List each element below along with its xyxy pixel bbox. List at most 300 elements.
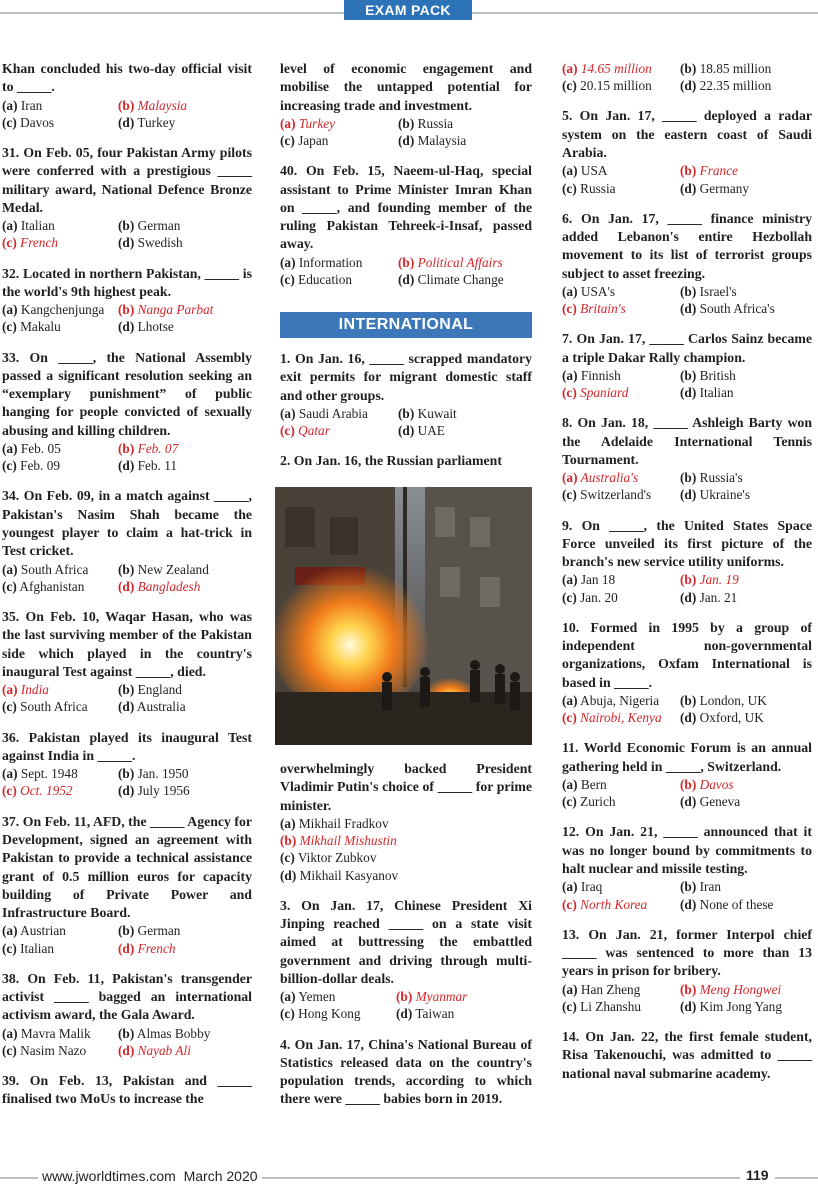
- option: [280, 815, 532, 832]
- question-text: 13. On Jan. 21, former Interpol chief _____ was sentenced to more than 13 years in prison for bribery.: [562, 926, 812, 979]
- option: [396, 1005, 532, 1022]
- question-block: [2, 144, 252, 252]
- international-heading: INTERNATIONAL: [280, 312, 532, 338]
- question-text: overwhelmingly backed President Vladimir Putin's choice of _____ for prime minister.: [280, 761, 532, 813]
- option: [2, 698, 118, 715]
- question-block: [562, 60, 812, 94]
- question-block: [562, 619, 812, 727]
- option-key: (d): [118, 578, 135, 594]
- option-text: North Korea: [580, 896, 648, 912]
- option: [562, 793, 680, 810]
- option-key: (c): [280, 271, 295, 287]
- options: [562, 692, 812, 726]
- option-text: Feb. 11: [137, 458, 177, 474]
- option-key: (d): [680, 998, 697, 1014]
- question-block: [2, 60, 252, 131]
- option: [680, 77, 812, 94]
- option-correct: [118, 940, 252, 957]
- question-text: 36. Pakistan played its inaugural Test against India in _____.: [2, 729, 252, 763]
- question-block: [280, 162, 532, 288]
- question-block: [2, 970, 252, 1059]
- option-text: Jan. 1950: [137, 766, 189, 782]
- question-block: [2, 265, 252, 336]
- question-text: 38. On Feb. 11, Pakistan's transgender activist _____ bagged an international activism award, the Gala Award.: [2, 970, 252, 1023]
- option-text: Nasim Nazo: [20, 1042, 87, 1058]
- question-text: 34. On Feb. 09, in a match against _____, Pakistan's Nasim Shah became the youngest player to claim a hat-trick in Test cricket.: [2, 488, 252, 559]
- option: [118, 217, 252, 234]
- option-key: (d): [680, 180, 697, 196]
- option-text: Viktor Zubkov: [297, 850, 377, 866]
- option-text: Australia: [136, 699, 186, 715]
- option: [562, 162, 680, 179]
- option: [680, 367, 812, 384]
- option: [280, 405, 398, 422]
- option: [118, 561, 252, 578]
- option-key: (b): [118, 441, 135, 457]
- option-key: (c): [562, 78, 577, 94]
- option: [280, 1005, 396, 1022]
- option-correct: [280, 832, 532, 849]
- question-block: [280, 897, 532, 1023]
- option-correct: [118, 578, 252, 595]
- option: [2, 457, 118, 474]
- option-key: (d): [280, 867, 297, 883]
- option-correct: [2, 681, 118, 698]
- column-2: [280, 60, 532, 471]
- option-key: (c): [562, 896, 577, 912]
- option-key: (d): [118, 783, 135, 799]
- option-text: Jan. 21: [699, 589, 738, 605]
- option-key: (a): [2, 561, 18, 577]
- option-text: Feb. 05: [20, 441, 61, 457]
- option-key: (b): [398, 115, 415, 131]
- option-text: Jan 18: [580, 572, 616, 588]
- option: [2, 97, 118, 114]
- option-key: (d): [118, 235, 135, 251]
- option-text: Bangladesh: [137, 578, 201, 594]
- option: [2, 440, 118, 457]
- option-correct: [562, 896, 680, 913]
- option-key: (b): [118, 766, 135, 782]
- question-text: 6. On Jan. 17, _____ finance ministry added Lebanon's entire Hezbollah movement to its list of terrorist groups subject to asset freezing.: [562, 210, 812, 281]
- section-badge: EXAM PACK: [344, 0, 472, 20]
- options: [562, 469, 812, 503]
- options: [562, 981, 812, 1015]
- option-text: Hong Kong: [298, 1006, 361, 1022]
- question-block: [2, 608, 252, 716]
- option-key: (c): [562, 710, 577, 726]
- option-correct: [680, 571, 812, 588]
- option-key: (d): [396, 1006, 413, 1022]
- question-block: [2, 1072, 252, 1109]
- option-text: Nanga Parbat: [137, 302, 214, 318]
- option-text: Swedish: [137, 235, 183, 251]
- option-key: (d): [118, 699, 135, 715]
- option-text: Italian: [699, 385, 734, 401]
- option-text: South Africa's: [699, 301, 775, 317]
- option-key: (b): [680, 61, 697, 76]
- options: [280, 254, 532, 288]
- options: [280, 115, 532, 149]
- options: [562, 283, 812, 317]
- options: [562, 878, 812, 912]
- option: [2, 301, 118, 318]
- option-text: Taiwan: [415, 1006, 455, 1022]
- option-key: (b): [118, 218, 135, 234]
- question-text: 2. On Jan. 16, the Russian parliament: [280, 453, 502, 469]
- option-key: (b): [398, 254, 415, 270]
- option: [2, 217, 118, 234]
- option-key: (c): [2, 235, 17, 251]
- option: [562, 589, 680, 606]
- option-key: (b): [680, 572, 697, 588]
- option-text: Meng Hongwei: [699, 981, 782, 997]
- option-correct: [396, 988, 532, 1005]
- option-text: July 1956: [137, 783, 190, 799]
- option-text: Jan. 20: [580, 589, 618, 605]
- option: [2, 578, 118, 595]
- option: [118, 1025, 252, 1042]
- option-key: (d): [680, 385, 697, 401]
- option-text: Myanmar: [415, 989, 468, 1005]
- question-block: [2, 349, 252, 475]
- option-text: Bern: [580, 777, 607, 793]
- option-text: 14.65 million: [580, 61, 652, 76]
- question-block: [280, 60, 532, 149]
- option-text: Mavra Malik: [20, 1025, 91, 1041]
- option-key: (c): [562, 998, 577, 1014]
- option: [562, 776, 680, 793]
- option-key: (a): [2, 682, 18, 698]
- option-text: Political Affairs: [417, 254, 503, 270]
- option-text: London, UK: [699, 693, 767, 709]
- option: [680, 384, 812, 401]
- option-key: (b): [118, 302, 135, 318]
- option-key: (d): [680, 487, 697, 503]
- option-correct: [280, 422, 398, 439]
- options: [2, 922, 252, 956]
- option-text: UAE: [417, 423, 445, 439]
- question-text: 40. On Feb. 15, Naeem-ul-Haq, special assistant to Prime Minister Imran Khan on _____, and founding member of the ruling Pakistan Tehreek-i-Insaf, passed away.: [280, 163, 532, 252]
- footer-site-issue: [38, 1168, 262, 1184]
- option-key: (b): [396, 989, 413, 1005]
- question-text: 11. World Economic Forum is an annual gathering held in _____, Switzerland.: [562, 740, 812, 774]
- option-correct: [280, 115, 398, 132]
- options: [280, 405, 532, 439]
- option: [398, 405, 532, 422]
- option-correct: [680, 776, 812, 793]
- option: [2, 1042, 118, 1059]
- option-text: Mikhail Fradkov: [298, 815, 389, 831]
- option-key: (b): [680, 879, 697, 895]
- option-text: German: [137, 218, 181, 234]
- option-correct: [680, 981, 812, 998]
- option-text: South Africa: [20, 561, 89, 577]
- option-key: (b): [680, 367, 697, 383]
- option: [562, 692, 680, 709]
- column-3: [562, 60, 812, 1083]
- option-text: German: [137, 923, 181, 939]
- option-key: (b): [118, 561, 135, 577]
- option-correct: [2, 234, 118, 251]
- option: [680, 878, 812, 895]
- option: [2, 1025, 118, 1042]
- option: [398, 132, 532, 149]
- question-block: [562, 517, 812, 606]
- option: [680, 692, 812, 709]
- option-key: (b): [118, 1025, 135, 1041]
- option-text: Davos: [699, 777, 734, 793]
- question-block: [562, 1028, 812, 1083]
- option-text: Italian: [20, 218, 55, 234]
- option: [680, 896, 812, 913]
- option-key: (b): [398, 406, 415, 422]
- option-text: Kim Jong Yang: [699, 998, 782, 1014]
- options: [562, 162, 812, 196]
- option-text: Sept. 1948: [20, 766, 78, 782]
- option: [2, 318, 118, 335]
- option-correct: [562, 709, 680, 726]
- option-key: (c): [562, 589, 577, 605]
- question-text: 8. On Jan. 18, _____ Ashleigh Barty won the Adelaide International Tennis Tournament.: [562, 415, 812, 467]
- options: [562, 571, 812, 605]
- option-key: (c): [2, 458, 17, 474]
- option-key: (a): [562, 283, 578, 299]
- question-block: [562, 739, 812, 810]
- option: [280, 867, 532, 884]
- option-key: (a): [562, 693, 578, 709]
- option-key: (a): [280, 254, 296, 270]
- option-key: (d): [118, 114, 135, 130]
- option: [280, 271, 398, 288]
- option-key: (a): [562, 367, 578, 383]
- option-key: (c): [2, 1042, 17, 1058]
- option-text: Japan: [298, 133, 329, 149]
- options: [2, 301, 252, 335]
- option: [562, 283, 680, 300]
- option-text: Iraq: [580, 879, 603, 895]
- option-key: (a): [280, 989, 296, 1005]
- option-text: Austrian: [20, 923, 66, 939]
- option-text: Kuwait: [417, 406, 457, 422]
- option-key: (a): [562, 879, 578, 895]
- option-key: (b): [680, 693, 697, 709]
- option-text: Saudi Arabia: [298, 406, 368, 422]
- question-text: 9. On _____, the United States Space Force unveiled its first picture of the branch's new service utility uniforms.: [562, 517, 812, 570]
- option: [680, 486, 812, 503]
- option-text: Iran: [699, 879, 721, 895]
- options: [2, 97, 252, 131]
- option-key: (a): [2, 441, 18, 457]
- option-key: (a): [562, 981, 578, 997]
- option-text: New Zealand: [137, 561, 209, 577]
- option: [562, 571, 680, 588]
- options: [562, 367, 812, 401]
- options: [280, 988, 532, 1022]
- option-key: (d): [398, 271, 415, 287]
- option-key: (d): [398, 133, 415, 149]
- option-key: (a): [2, 302, 18, 318]
- option-text: England: [137, 682, 182, 698]
- option: [118, 681, 252, 698]
- option-text: Nayab Ali: [137, 1042, 191, 1058]
- option: [398, 422, 532, 439]
- option: [562, 367, 680, 384]
- option-text: 20.15 million: [580, 78, 652, 94]
- option: [118, 782, 252, 799]
- options: [562, 776, 812, 810]
- question-text: 10. Formed in 1995 by a group of independent non-governmental organizations, Oxfam International is based in _____.: [562, 619, 812, 690]
- option-text: Makalu: [20, 319, 61, 335]
- option: [2, 922, 118, 939]
- question-text: 7. On Jan. 17, _____ Carlos Sainz became a triple Dakar Rally champion.: [562, 331, 812, 365]
- question-block: [562, 926, 812, 1015]
- option: [280, 132, 398, 149]
- option-correct: [562, 60, 680, 77]
- option: [280, 988, 396, 1005]
- question-text: 31. On Feb. 05, four Pakistan Army pilots were conferred with a prestigious _____ military award, National Defence Bronze Medal.: [2, 145, 252, 215]
- option-key: (b): [680, 163, 697, 179]
- option-key: (a): [2, 923, 18, 939]
- option-key: (d): [398, 423, 415, 439]
- option-text: India: [20, 682, 49, 698]
- option: [2, 940, 118, 957]
- question-block: [2, 487, 252, 595]
- option-text: South Africa: [20, 699, 88, 715]
- question-block: [562, 823, 812, 912]
- option-key: (a): [2, 97, 18, 113]
- option-text: Malaysia: [137, 97, 188, 113]
- option-text: Abuja, Nigeria: [580, 693, 660, 709]
- question-text: 5. On Jan. 17, _____ deployed a radar system on the eastern coast of Saudi Arabia.: [562, 108, 812, 160]
- option-key: (c): [562, 180, 577, 196]
- option-text: British: [699, 367, 736, 383]
- option-text: Lhotse: [137, 319, 174, 335]
- question-text: 14. On Jan. 22, the first female student, Risa Takenouchi, was admitted to _____ national naval submarine academy.: [562, 1029, 812, 1081]
- options: [2, 561, 252, 595]
- option-key: (c): [2, 114, 17, 130]
- options: [2, 681, 252, 715]
- option-text: Russia's: [699, 470, 743, 486]
- option-text: Climate Change: [417, 271, 504, 287]
- option: [398, 115, 532, 132]
- option-text: Oxford, UK: [699, 710, 764, 726]
- option-text: Yemen: [298, 989, 336, 1005]
- option-text: Qatar: [298, 423, 330, 439]
- option-key: (b): [680, 470, 697, 486]
- option: [680, 283, 812, 300]
- question-text: 35. On Feb. 10, Waqar Hasan, who was the last surviving member of the Pakistan side which played in the country's inaugural Test against _____, died.: [2, 609, 252, 679]
- option-key: (a): [562, 163, 578, 179]
- option-key: (d): [680, 794, 697, 810]
- option-text: French: [137, 940, 176, 956]
- option: [398, 271, 532, 288]
- option: [680, 709, 812, 726]
- question-text: 3. On Jan. 17, Chinese President Xi Jinping reached _____ on a state visit aimed at buttressing the embattled government and driving through multi-billion-dollar deals.: [280, 897, 532, 986]
- option: [562, 486, 680, 503]
- option: [680, 998, 812, 1015]
- question-text: 32. Located in northern Pakistan, _____ is the world's 9th highest peak.: [2, 265, 252, 299]
- question-text: Khan concluded his two-day official visit to _____.: [2, 61, 252, 95]
- question-text: level of economic engagement and mobilise the untapped potential for increasing trade and investment.: [280, 61, 532, 113]
- option-key: (c): [280, 1006, 295, 1022]
- option-text: French: [20, 235, 58, 251]
- option-key: (a): [562, 777, 578, 793]
- question-text: 4. On Jan. 17, China's National Bureau of Statistics released data on the country's population trends, according to which there were _____ babies born in 2019.: [280, 1036, 532, 1107]
- question-text: 37. On Feb. 11, AFD, the _____ Agency for Development, signed an agreement with Pakistan to provide a technical assistance grant of 0.5 million euros for capacity building of Private Power and Infrastructure Board.: [2, 813, 252, 921]
- option-key: (b): [680, 777, 697, 793]
- option: [562, 180, 680, 197]
- option-key: (c): [2, 940, 17, 956]
- option-text: Afghanistan: [19, 578, 85, 594]
- option-text: USA: [580, 163, 608, 179]
- question-text: 1. On Jan. 16, _____ scrapped mandatory exit permits for migrant domestic staff and other groups.: [280, 351, 532, 403]
- option-key: (a): [562, 470, 578, 486]
- column-1: [2, 60, 252, 1109]
- options: [280, 815, 532, 884]
- options: [2, 217, 252, 251]
- option-text: Jan. 19: [699, 572, 739, 588]
- option-text: Geneva: [699, 794, 741, 810]
- option: [118, 114, 252, 131]
- option: [2, 561, 118, 578]
- option-text: Russia: [580, 180, 616, 196]
- question-text: 33. On _____, the National Assembly passed a significant resolution seeking an “exemplary punishment” of public hanging for people convicted of sexually abusing and killing children.: [2, 349, 252, 438]
- option-key: (c): [562, 385, 577, 401]
- option-text: Mikhail Mishustin: [299, 833, 397, 849]
- option-key: (d): [118, 940, 135, 956]
- option: [680, 469, 812, 486]
- option-correct: [562, 300, 680, 317]
- option-key: (d): [118, 319, 135, 335]
- option-key: (d): [680, 896, 697, 912]
- option-text: Turkey: [298, 115, 336, 131]
- option-text: Malaysia: [417, 133, 467, 149]
- question-block: [280, 452, 532, 470]
- question-block: [562, 414, 812, 503]
- option: [562, 878, 680, 895]
- option-key: (a): [280, 815, 296, 831]
- option-key: (a): [280, 406, 296, 422]
- option-text: Feb. 07: [137, 441, 179, 457]
- footer-site[interactable]: www.jworldtimes.com: [42, 1168, 176, 1184]
- question-block: [280, 760, 532, 884]
- option-text: Almas Bobby: [136, 1025, 211, 1041]
- option-correct: [562, 384, 680, 401]
- option-text: USA's: [580, 283, 616, 299]
- option-key: (c): [2, 783, 17, 799]
- footer-issue: March 2020: [183, 1168, 258, 1184]
- option-key: (c): [280, 423, 295, 439]
- question-block: [562, 210, 812, 318]
- option: [118, 234, 252, 251]
- option: [680, 300, 812, 317]
- option-text: Finnish: [580, 367, 621, 383]
- option-text: Switzerland's: [580, 487, 652, 503]
- option: [680, 793, 812, 810]
- option-text: Germany: [699, 180, 750, 196]
- options: [2, 1025, 252, 1059]
- option-key: (c): [280, 850, 295, 866]
- option-text: Oct. 1952: [20, 783, 73, 799]
- option: [118, 922, 252, 939]
- option-text: Spaniard: [580, 385, 629, 401]
- option-key: (d): [680, 78, 697, 94]
- option-text: Kangchenjunga: [20, 302, 105, 318]
- option: [280, 849, 532, 866]
- option-key: (b): [118, 97, 135, 113]
- option-key: (a): [562, 61, 578, 76]
